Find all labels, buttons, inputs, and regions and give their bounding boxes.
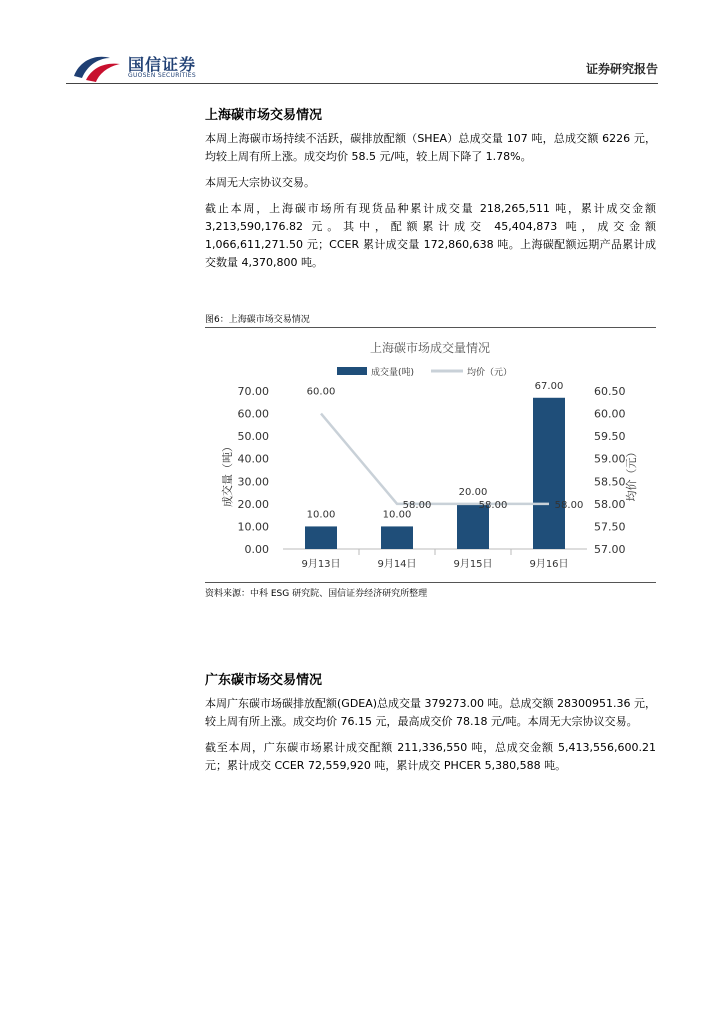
x-tick-label: 9月15日 <box>453 559 493 570</box>
legend-line-label: 均价（元） <box>467 368 513 378</box>
y-axis-left-label: 成交量（吨） <box>221 441 234 507</box>
x-tick-label: 9月13日 <box>301 559 341 570</box>
header-divider <box>66 83 658 84</box>
logo-english-name: GUOSEN SECURITIES <box>128 72 197 79</box>
figure-caption: 图6：上海碳市场交易情况 <box>205 315 310 325</box>
avg-price-line <box>321 414 549 504</box>
x-tick-label: 9月16日 <box>529 559 569 570</box>
y-left-tick-label: 10.00 <box>237 520 269 534</box>
y-right-tick-label: 58.50 <box>594 475 626 489</box>
bar-data-label: 20.00 <box>458 486 488 498</box>
y-right-tick-label: 60.50 <box>594 385 626 398</box>
chart-legend <box>337 366 512 378</box>
y-right-tick-label: 60.00 <box>594 407 626 421</box>
avg-price-data-label: 58.00 <box>478 499 508 511</box>
y-left-tick-label: 20.00 <box>237 497 269 511</box>
chart-title: 上海碳市场成交量情况 <box>369 341 491 355</box>
guosen-logo-icon <box>70 50 124 84</box>
y-left-tick-label: 70.00 <box>237 385 269 398</box>
guangdong-body <box>205 695 656 775</box>
x-tick-label: 9月14日 <box>377 559 417 570</box>
avg-price-data-label: 60.00 <box>306 386 336 398</box>
shanghai-section <box>205 104 656 123</box>
y-right-tick-label: 57.00 <box>594 543 626 556</box>
bar <box>533 398 565 549</box>
shanghai-paragraph-2: 本周无大宗协议交易。 <box>205 176 315 189</box>
y-right-tick-label: 58.00 <box>594 497 626 511</box>
company-logo <box>70 50 210 84</box>
figure-source: 资料来源：中科 ESG 研究院、国信证券经济研究所整理 <box>205 589 428 599</box>
bar-data-label: 10.00 <box>382 509 412 521</box>
report-type-label: 证券研究报告 <box>585 62 658 76</box>
shanghai-carbon-chart <box>205 330 656 580</box>
y-left-tick-label: 30.00 <box>237 475 269 489</box>
y-right-tick-label: 59.50 <box>594 430 626 444</box>
y-right-tick-label: 57.50 <box>594 520 626 534</box>
bar-data-label: 10.00 <box>306 509 336 521</box>
y-left-tick-label: 50.00 <box>237 430 269 444</box>
bar <box>381 526 413 549</box>
shanghai-paragraph-3: 截止本周，上海碳市场所有现货品种累计成交量 218,265,511 吨，累计成交金额 3,213,590,176.82 元。其中，配额累计成交 45,404,873 吨，成交金额 1,066,611,271.50 元；CCER 累计成交量 172,860,638 吨。上海碳配额远期产品累计成交数量 4,370,800 吨。 <box>205 202 656 269</box>
legend-bar-label: 成交量(吨) <box>371 368 415 378</box>
figure-bottom-rule <box>205 582 656 583</box>
y-axis-right-label: 均价（元） <box>625 446 638 502</box>
avg-price-data-label: 58.00 <box>402 499 432 511</box>
y-left-tick-label: 40.00 <box>237 452 269 466</box>
legend-bar-swatch <box>337 367 367 375</box>
bar-data-label: 67.00 <box>534 380 564 392</box>
shanghai-section-title: 上海碳市场交易情况 <box>205 108 323 123</box>
guangdong-section-title: 广东碳市场交易情况 <box>205 673 323 688</box>
guangdong-section <box>205 669 656 688</box>
shanghai-body <box>205 130 656 272</box>
shanghai-paragraph-1: 本周上海碳市场持续不活跃，碳排放配额（SHEA）总成交量 107 吨，总成交额 6226 元，均较上周有所上涨。成交均价 58.5 元/吨，较上周下降了 1.78%。 <box>205 132 656 163</box>
guangdong-paragraph-1: 本周广东碳市场碳排放配额(GDEA)总成交量 379273.00 吨。总成交额 28300951.36 元，较上周有所上涨。成交均价 76.15 元，最高成交价 78.18 元/吨。本周无大宗协议交易。 <box>205 697 657 728</box>
logo-chinese-name: 国信证券 <box>128 55 197 74</box>
avg-price-data-label: 58.00 <box>554 499 584 511</box>
y-left-tick-label: 0.00 <box>244 543 269 556</box>
bar <box>305 526 337 549</box>
guangdong-paragraph-2: 截至本周，广东碳市场累计成交配额 211,336,550 吨，总成交金额 5,413,556,600.21 元；累计成交 CCER 72,559,920 吨，累计成交 PHCER 5,380,588 吨。 <box>205 741 656 772</box>
figure-top-rule <box>205 327 656 328</box>
y-left-tick-label: 60.00 <box>237 407 269 421</box>
y-right-tick-label: 59.00 <box>594 452 626 466</box>
